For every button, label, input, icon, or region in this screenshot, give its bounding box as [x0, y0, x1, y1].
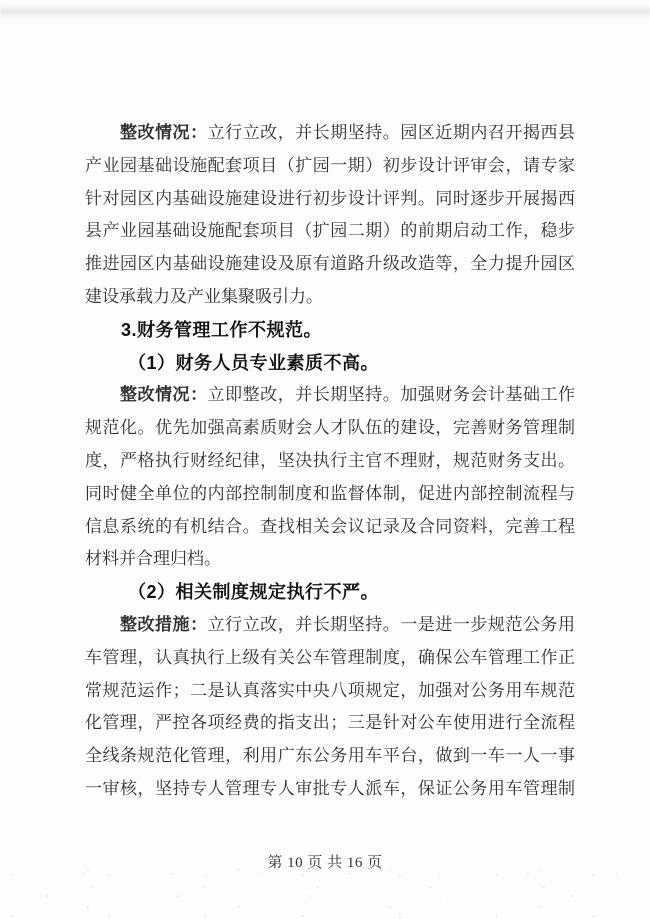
paragraph-lead: 整改措施： [120, 614, 208, 634]
text-line: 整改措施：立行立改，并长期坚持。一是进一步规范公务用 [120, 614, 575, 634]
text-line: 产业园基础设施配套项目（扩园一期）初步设计评审会，请专家 [85, 155, 575, 175]
scan-artifact-top [0, 4, 650, 22]
paragraph-lead: 整改情况： [120, 385, 208, 405]
section-heading: 3.财务管理工作不规范。 [121, 319, 323, 340]
text-line: 县产业园基础设施配套项目（扩园二期）的前期启动工作，稳步 [85, 221, 575, 241]
text-line: 化管理，严控各项经费的指支出；三是针对公车使用进行全流程 [85, 713, 575, 733]
text-line: 建设承载力及产业集聚吸引力。 [85, 286, 323, 306]
text-line: 一审核，坚持专人管理专人审批专人派车，保证公务用车管理制 [85, 778, 575, 798]
text-line: 常规范运作；二是认真落实中央八项规定，加强对公务用车规范 [85, 680, 575, 700]
subsection-heading: （1）财务人员专业素质不高。 [128, 352, 380, 373]
text-line: 规范化。优先加强高素质财会人才队伍的建设，完善财务管理制 [85, 418, 575, 438]
paragraph-lead: 整改情况： [120, 123, 208, 142]
text-line: 同时健全单位的内部控制制度和监督体制，促进内部控制流程与 [85, 483, 575, 503]
text-line: 整改情况：立行立改，并长期坚持。园区近期内召开揭西县 [120, 123, 575, 142]
text-line: 针对园区内基础设施建设进行初步设计评判。同时逐步开展揭西 [85, 188, 575, 208]
document-body [85, 117, 575, 806]
text-line: 全线条规范化管理，利用广东公务用车平台，做到一车一人一事 [85, 746, 575, 766]
page-footer [0, 851, 650, 872]
text-line: 信息系统的有机结合。查找相关会议记录及合同资料，完善工程 [85, 516, 575, 536]
subsection-heading: （2）相关制度规定执行不严。 [128, 582, 380, 603]
text-line: 整改情况：立即整改，并长期坚持。加强财务会计基础工作 [120, 385, 575, 405]
page-number-text: 第 10 页 共 16 页 [267, 855, 383, 871]
text-line: 推进园区内基础设施建设及原有道路升级改造等，全力提升园区 [85, 254, 575, 274]
text-line: 材料并合理归档。 [85, 549, 221, 569]
text-line: 度，严格执行财经纪律，坚决执行主官不理财，规范财务支出。 [85, 450, 575, 470]
text-line: 车管理，认真执行上级有关公车管理制度，确保公车管理工作正 [85, 647, 575, 667]
